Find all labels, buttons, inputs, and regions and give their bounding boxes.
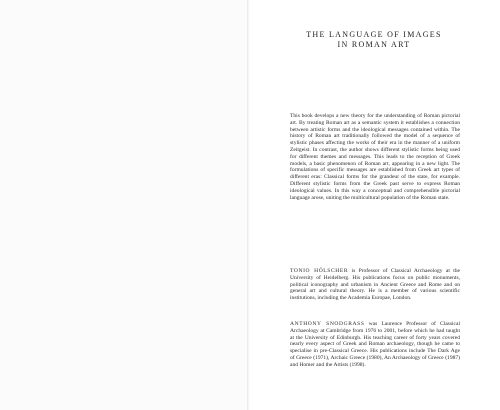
translator-name-snodgrass: ANTHONY SNODGRASS: [290, 321, 365, 327]
translator-bio-snodgrass: [290, 321, 460, 369]
blank-left-page: [0, 0, 248, 410]
author-bio-holscher: [290, 268, 460, 302]
book-description: This book develops a new theory for the understanding of Roman pictorial art. By treating Roman art as a semantic system it establishes a connection between artistic forms and the ideological messages contained within. The history of Roman art traditionally followed the model of a sequence of stylistic phases affecting the works of their era in the manner of a uniform Zeitgeist. In contrast, the author shows different stylistic forms being used for different themes and messages. This leads to the reception of Greek models, a basic phenomenon of Roman art, appearing in a new light. The formulations of specific messages are established from Greek art types of different eras: Classical forms for the grandeur of the state, for example. Different stylistic forms from the Greek past serve to express Roman ideological values. In this way a conceptual and comprehensible pictorial language arose, uniting the multicultural population of the Roman state.: [290, 113, 460, 201]
book-title-line-2: IN ROMAN ART: [337, 40, 411, 49]
book-title-line-1: THE LANGUAGE OF IMAGES: [306, 30, 442, 39]
book-title: [292, 30, 456, 50]
author-bio-text-holscher: is Professor of Classical Archaeology at the University of Heidelberg. His publications focus on public monuments, political iconography and urbanism in Ancient Greece and Rome and on general art and cultural theory. He is a member of various scientific institutions, including the Academia Europae, London.: [290, 268, 460, 302]
author-name-holscher: TONIO HÖLSCHER: [290, 268, 349, 274]
translator-bio-text-snodgrass: was Laurence Professor of Classical Archaeology at Cambridge from 1976 to 2001, before which he had taught at the University of Edinburgh. His teaching career of forty years covered nearly every aspect of Greek and Roman archaeology, though he came to specialise in pre-Classical Greece. His publications include The Dark Age of Greece (1971), Archaic Greece (1980), An Archaeology of Greece (1987) and Homer and the Artists (1998).: [290, 321, 460, 368]
